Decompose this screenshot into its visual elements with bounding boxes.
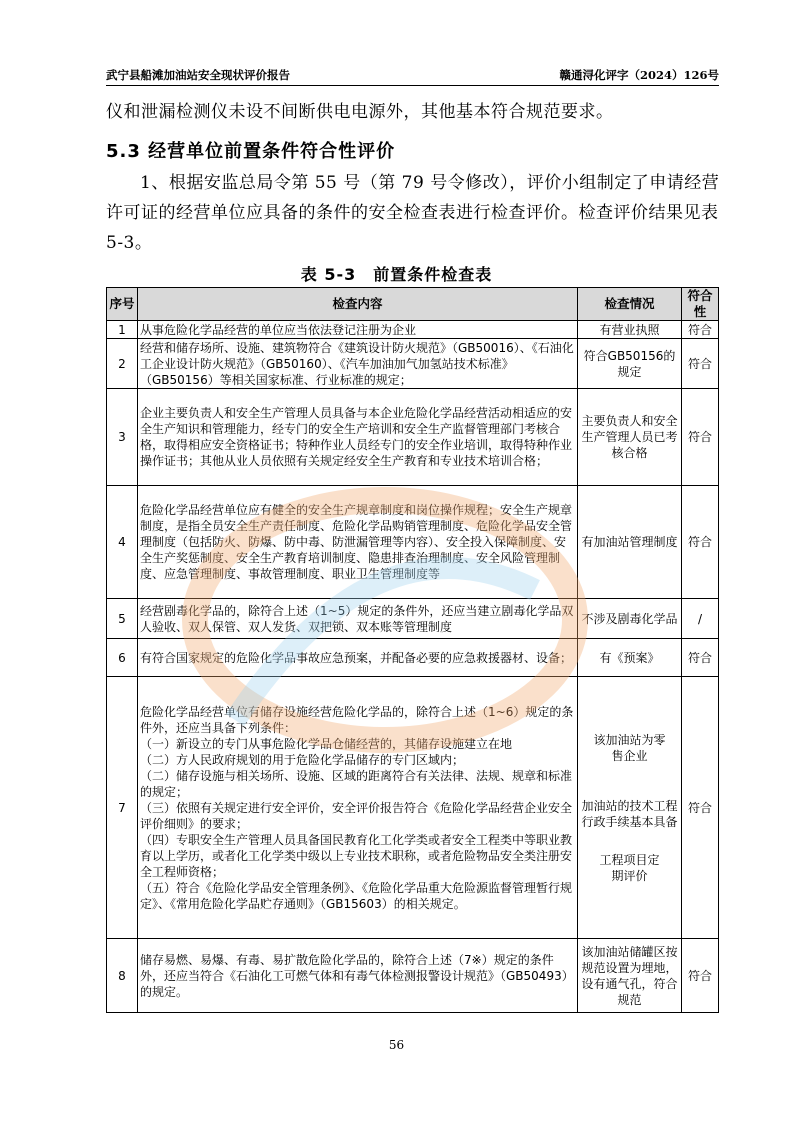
row-status: 该加油站储罐区按规范设置为埋地，设有通气孔，符合规范 xyxy=(578,939,682,1013)
row-result: 符合 xyxy=(682,321,719,339)
status-line-evaluation: 工程项目定期评价 xyxy=(599,852,660,883)
table-title: 表 5-3 前置条件检查表 xyxy=(300,265,493,284)
page-header xyxy=(106,68,719,86)
table-row xyxy=(107,639,719,677)
continuation-paragraph: 仪和泄漏检测仪未设不间断供电电源外，其他基本符合规范要求。 xyxy=(106,102,614,122)
row-status: 有加油站管理制度 xyxy=(578,486,682,599)
header-index: 序号 xyxy=(107,288,138,321)
row-index: 5 xyxy=(107,599,138,639)
row-index: 6 xyxy=(107,639,138,677)
row-content: 企业主要负责人和安全生产管理人员具备与本企业危险化学品经营活动相适应的安全生产知识和管理能力，经专门的安全生产培训和安全生产监督管理部门考核合格，取得相应安全资格证书；特种作业人员经专门的安全作业培训，取得特种作业操作证书；其他从业人员依照有关规定经安全生产教育和专业技术培训合格； xyxy=(138,389,578,486)
row-result: 符合 xyxy=(682,677,719,939)
row-content: 危险化学品经营单位应有健全的安全生产规章制度和岗位操作规程；安全生产规章制度，是指全员安全生产责任制度、危险化学品购销管理制度、危险化学品安全管理制度（包括防火、防爆、防中毒、防泄漏管理等内容）、安全投入保障制度、安全生产奖惩制度、安全生产教育培训制度、隐患排查治理制度、安全风险管理制度、应急管理制度、事故管理制度、职业卫生管理制度等 xyxy=(138,486,578,599)
row-result: 符合 xyxy=(682,339,719,389)
table-header-row xyxy=(107,288,719,321)
row-status: 符合GB50156的规定 xyxy=(578,339,682,389)
row-result: / xyxy=(682,599,719,639)
precondition-check-table xyxy=(106,287,719,1013)
status-line-retail: 该加油站为零售企业 xyxy=(593,732,666,763)
status-line-procedures: 加油站的技术工程行政手续基本具备 xyxy=(581,798,678,829)
page-number: 56 xyxy=(388,1038,405,1052)
row-status: 有营业执照 xyxy=(578,321,682,339)
row-index: 4 xyxy=(107,486,138,599)
row-status: 主要负责人和安全生产管理人员已考核合格 xyxy=(578,389,682,486)
row-status: 不涉及剧毒化学品 xyxy=(578,599,682,639)
table-row xyxy=(107,389,719,486)
row-index: 8 xyxy=(107,939,138,1013)
header-content: 检查内容 xyxy=(138,288,578,321)
header-status: 检查情况 xyxy=(578,288,682,321)
row-result: 符合 xyxy=(682,639,719,677)
row-result: 符合 xyxy=(682,486,719,599)
header-report-title: 武宁县船滩加油站安全现状评价报告 xyxy=(106,68,290,82)
row-content: 危险化学品经营单位有储存设施经营危险化学品的，除符合上述（1~6）规定的条件外，还应当具备下列条件： （一）新设立的专门从事危险化学品仓储经营的，其储存设施建立在地 （二）方人民政府规划的用于危险化学品储存的专门区域内； （二）储存设施与相关场所、设施、区域的距离符合有关法律、法规、规章和标准的规定； （三）依照有关规定进行安全评价，安全评价报告符合《危险化学品经营企业安全评价细则》的要求； （四）专职安全生产管理人员具备国民教育化工化学类或者安全工程类中等职业教育以上学历，或者化工化学类中级以上专业技术职称，或者危险物品安全类注册安全工程师资格； （五）符合《危险化学品安全管理条例》、《危险化学品重大危险源监督管理暂行规定》、《常用危险化学品贮存通则》（GB15603）的相关规定。 xyxy=(138,677,578,939)
row-content: 经营剧毒化学品的，除符合上述（1~5）规定的条件外，还应当建立剧毒化学品双人验收、双人保管、双人发货、双把锁、双本账等管理制度 xyxy=(138,599,578,639)
table-row xyxy=(107,677,719,939)
intro-paragraph: 1、根据安监总局令第 55 号（第 79 号令修改），评价小组制定了申请经营许可证的经营单位应具备的条件的安全检查表进行检查评价。检查评价结果见表 5-3。 xyxy=(106,173,720,253)
row-status xyxy=(578,677,682,939)
row-content: 有符合国家规定的危险化学品事故应急预案，并配备必要的应急救援器材、设备； xyxy=(138,639,578,677)
row-index: 2 xyxy=(107,339,138,389)
row-content: 储存易燃、易爆、有毒、易扩散危险化学品的，除符合上述（7※）规定的条件外，还应当符合《石油化工可燃气体和有毒气体检测报警设计规范》（GB50493）的规定。 xyxy=(138,939,578,1013)
section-title: 5.3 经营单位前置条件符合性评价 xyxy=(106,141,396,162)
table-row xyxy=(107,486,719,599)
row-index: 1 xyxy=(107,321,138,339)
table-row xyxy=(107,339,719,389)
header-result: 符合性 xyxy=(682,288,719,321)
row-content: 经营和储存场所、设施、建筑物符合《建筑设计防火规范》（GB50016）、《石油化工企业设计防火规范》（GB50160）、《汽车加油加气加氢站技术标准》（GB50156）等相关国家标准、行业标准的规定； xyxy=(138,339,578,389)
row-content: 从事危险化学品经营的单位应当依法登记注册为企业 xyxy=(138,321,578,339)
row-result: 符合 xyxy=(682,389,719,486)
row-status: 有《预案》 xyxy=(578,639,682,677)
row-index: 3 xyxy=(107,389,138,486)
table-row xyxy=(107,599,719,639)
row-result: 符合 xyxy=(682,939,719,1013)
header-report-number: 赣通浔化评字（2024）126号 xyxy=(559,68,719,82)
row-index: 7 xyxy=(107,677,138,939)
table-row xyxy=(107,321,719,339)
table-row xyxy=(107,939,719,1013)
